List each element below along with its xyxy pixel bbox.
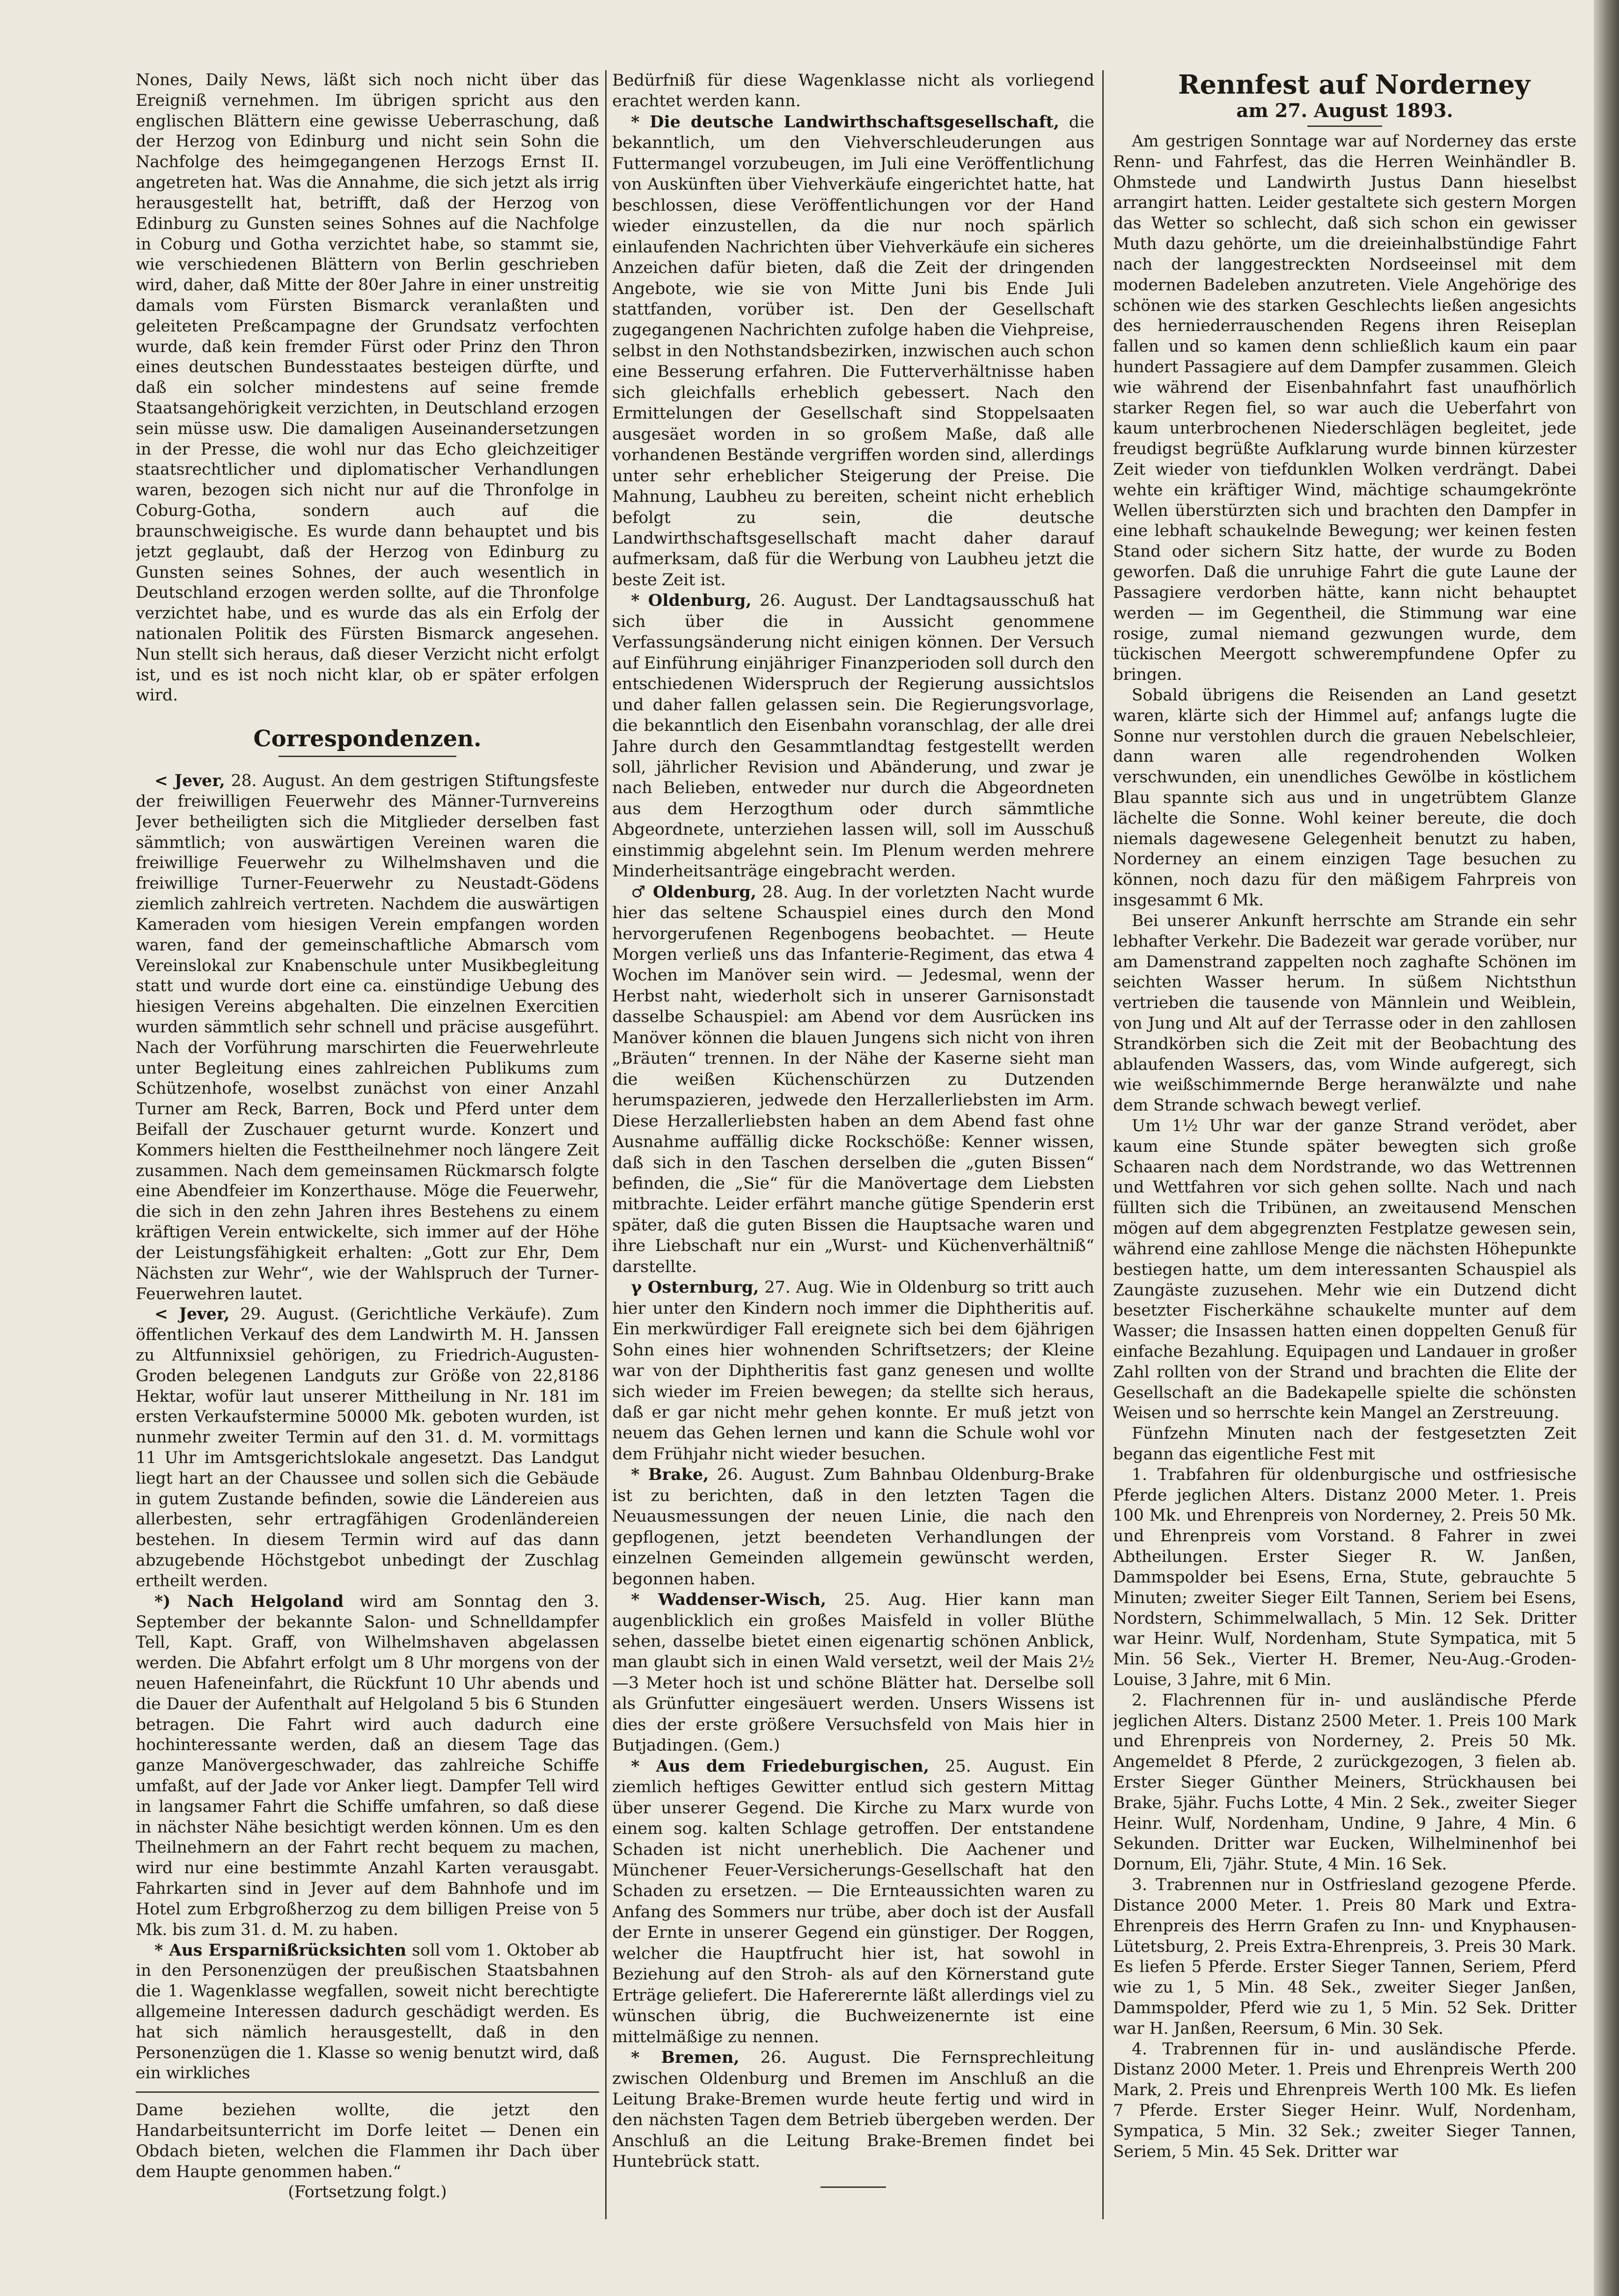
race-result: 1. Trabfahren für oldenburgische und ostfriesische Pferde jeglichen Alters. Distanz 2000 Meter. 1. Preis 100 Mk. und Ehrenpreis von Norderney, 2. Preis 50 Mk. und Ehrenpreis vom Vorstand. 8 Fahrer in zwei Abtheilungen. Erster Sieger R. W. Janßen, Dammspolder bei Esens, Erna, Stute, gebrauchte 5 Minuten; zweiter Sieger Eilt Tannen, Seriem bei Esens, Nordstern, Schimmelwallach, 5 Min. 12 Sek. Dritter war Heinr. Wulf, Nordenham, Stute Sympatica, mit 5 Min. 56 Sek., Vierter H. Bremer, Neu-Aug.-Groden-Louise, 3 Jahre, mit 6 Min. (1113, 1465, 1576, 1689)
paragraph: Um 1½ Uhr war der ganze Strand verödet, aber kaum eine Stunde später bewegten sich große Schaaren nach dem Nordstrande, wo das Wettrennen und Wettfahren vor sich gehen sollte. Nach und nach füllten sich die Tribünen, an zweitausend Menschen mögen auf dem abgegrenzten Festplatze gewesen sein, während eine zahllose Menge die nächsten Höhepunkte bestiegen hatte, um dem interessanten Schauspiel als Zaungäste zuzusehen. Mehr wie ein Dutzend dicht besetzter Fischerkähne schaukelte munter auf dem Wasser; die Insassen hatten einen doppelten Genuß für einfache Bezahlung. Equipagen und Landauer in großer Zahl rollten von der Strand und brachten die Elite der Gesellschaft an die Badekapelle spielte die schönsten Weisen und so herrschte kein Mangel an Zerstreuung. (1113, 1117, 1576, 1423)
item-dateline: * Aus Ersparnißrücksichten (154, 1941, 407, 1960)
article-continuation: Nones, Daily News, läßt sich noch nicht über das Ereigniß vernehmen. Im übrigen spricht aus den englischen Blättern eine gewisse Ueberraschung, daß der Herzog von Edinburg und nicht sein Sohn die Nachfolge des heimgegangenen Herzogs Ernst II. angetreten hat. Was die Annahme, die sich jetzt als irrig herausgestellt hat, betrifft, daß der Herzog von Edinburg zu Gunsten seines Sohnes auf die Nachfolge in Coburg und Gotha verzichtet habe, so stammt sie, wie verschiedenen Blättern von Berlin geschrieben wird, daher, daß Mitte der 80er Jahre in einer unstreitig damals vom Fürsten Bismarck veranlaßten und geleiteten Preßcampagne der Grundsatz verfochten wurde, daß kein fremder Fürst oder Prinz den Thron eines deutschen Bundesstaates besteigen dürfte, und daß ein solcher mindestens auf seine fremde Staatsangehörigkeit verzichten, in Deutschland erzogen sein müsse usw. Die damaligen Auseinandersetzungen in der Presse, die wohl nur das Echo gleichzeitiger staatsrechtlicher und diplomatischer Verhandlungen waren, bezogen sich nicht nur auf die Thronfolge in Coburg-Gotha, sondern auch auf die braunschweigische. Es wurde dann behauptet und bis jetzt geglaubt, daß der Herzog von Edinburg zu Gunsten seines Sohnes, der auch wesentlich in Deutschland erzogen werden sollte, auf die Thronfolge verzichtet habe, und es wurde das als ein Erfolg der nationalen Politik des Fürsten Bismarck angesehen. Nun stellt sich heraus, daß dieser Verzicht nicht erfolgt ist, und es ist noch nicht klar, ob er später erfolgen wird. (136, 71, 599, 705)
item-dateline: * Oldenburg, (631, 591, 752, 611)
column-1 (136, 70, 599, 2215)
item-ersparnis (136, 1941, 599, 2084)
race-result: 2. Flachrennen für in- und ausländische Pferde jeglichen Alters. Distanz 2500 Meter. 1. Preis 100 Mark und Ehrenpreis von Norderney, 2. Preis 50 Mk. Angemeldet 8 Pferde, 2 zurückgezogen, 3 fielen ab. Erster Sieger Günther Meiners, Strückhausen bei Brake, 5jähr. Fuchs Lotte, 4 Min. 2 Sek., zweiter Sieger Heinr. Wulf, Nordenham, Undine, 9 Jahre, 4 Min. 6 Sekunden. Dritter war Eucken, Wilhelminenhof bei Dornum, Eli, 7jähr. Stute, 4 Min. 16 Sek. (1113, 1691, 1576, 1874)
column-rule-1 (605, 70, 607, 2219)
item-jever-1 (136, 771, 599, 1304)
item-body: soll vom 1. Oktober ab in den Personenzügen der preußischen Staatsbahnen die 1. Wagenklasse wegfallen, soweit nicht berechtigte allgemeine Interessen dadurch geschädigt werden. Es hat sich nämlich herausgestellt, daß in den Personenzügen die 1. Klasse so wenig benutzt wird, daß ein wirkliches (136, 1941, 599, 2083)
item-body: wird am Sonntag den 3. September der bekannte Salon- und Schnelldampfer Tell, Kapt. Graff, von Wilhelmshaven abgelassen werden. Die Abfahrt erfolgt um 8 Uhr morgens von der neuen Hafeneinfahrt, die Rückfunt 10 Uhr abends und die Dauer der Aufenthalt auf Helgoland 5 bis 6 Stunden betragen. Die Fahrt wird auch dadurch eine hochinteressante werden, daß an diesem Tage das ganze Manövergeschwader, das zahlreiche Schiffe umfaßt, auf der Jade vor Anker liegt. Dampfer Tell wird in langsamer Fahrt die Schiffe umfahren, so daß diese in nächster Nähe besichtigt werden können. Um es den Theilnehmern an der Fahrt recht bequem zu machen, wird nur eine bestimmte Anzahl Karten verausgabt. Fahrkarten sind in Jever auf dem Bahnhofe und im Hotel zum Erbgroßherzog zu dem billigen Preise von 5 Mk. bis zum 31. d. M. zu haben. (136, 1592, 599, 1939)
item-oldenburg-1 (612, 590, 1094, 882)
heading-underline (278, 756, 456, 757)
item-body: 26. August. Die Fernsprechleitung zwischen Oldenburg und Bremen im Anschluß an die Leitung Brake-Bremen wurde heute fertig und wird in den nächsten Tagen dem Betrieb übergeben werden. Der Anschluß an die Leitung Brake-Bremen findet bei Huntebrück statt. (612, 2048, 1094, 2171)
item-osternburg (612, 1277, 1094, 1464)
article-subtitle-text: am 27. August 1893. (1236, 100, 1453, 122)
item-dateline: *) Nach Helgoland (154, 1592, 344, 1611)
paragraph: Am gestrigen Sonntage war auf Norderney das erste Renn- und Fahrfest, das die Herren Weinhändler B. Ohmstede und Landwirth Justus Dann hieselbst arrangirt hatten. Leider gestaltete sich gestern Morgen das Wetter so schlecht, daß sich schon ein gewisser Muth dazu gehörte, um die dreieinhalbstündige Fahrt nach der langgestreckten Nordseeinsel mit dem modernen Badeleben anzutreten. Viele Angehörige des schönen wie des starken Geschlechts ließen angesichts des herniederrauschenden Regens ihren Reiseplan fallen und so kamen denn schließlich kaum ein paar hundert Passagiere auf dem Dampfer zusammen. Gleich wie während der Eisenbahnfahrt fast unaufhörlich starker Regen fiel, so war auch die Ueberfahrt von kaum unterbrochenen Niederschlägen begleitet, jede freudigst begrüßte Aufklarung wurde binnen kürzester Zeit wieder von tiefdunklen Wolken verdrängt. Dabei wehte ein kräftiger Wind, mächtige schaumgekrönte Wellen überstürzten sich und brachten den Dampfer in eine lebhaft schaukelnde Bewegung; wer keinen festen Stand oder sichern Sitz hatte, der wurde zu Boden geworfen. Daß die unruhige Fahrt die gute Laune der Passagiere verdorben hätte, kann nicht behauptet werden — im Gegentheil, die Stimmung war eine rosige, zumal niemand gezwungen wurde, dem tückischen Meergott schwerempfundene Opfer zu bringen. (1113, 132, 1576, 684)
item-body: 25. August. Ein ziemlich heftiges Gewitter entlud sich gestern Mittag über unserer Gegend. Die Kirche zu Marx wurde von einem sog. kalten Schlage getroffen. Der entstandene Schaden ist nicht unerheblich. Die Aachener und Münchener Feuer-Versicherungs-Gesellschaft hat den Schaden zu ersetzen. — Die Ernteaussichten waren zu Anfang des Sommers nur trübe, aber doch ist der Ausfall der Ernte in unserer Gegend ein günstiger. Der Roggen, welcher die Hauptfrucht hier ist, hat sowohl in Beziehung auf den Stroh- als auf den Körnerstand gute Erträge geliefert. Die Hafererernte läßt allerdings viel zu wünschen übrig, die Buchweizenernte ist eine mittelmäßige zu nennen. (612, 1757, 1094, 2046)
item-body: 25. Aug. Hier kann man augenblicklich ein großes Maisfeld in voller Blüthe sehen, dasselbe bietet einen eigenartig schönen Anblick, man glaubt sich in einen Wald versetzt, weil der Mais 2½—3 Meter hoch ist und schöne Blätter hat. Derselbe soll als Grünfutter eingesäuert werden. Unsers Wissens ist dies der erste größere Versuchsfeld von Mais hier in Butjadingen. (Gem.) (612, 1590, 1094, 1755)
item-dateline: * Brake, (631, 1465, 709, 1485)
item-body: 26. August. Zum Bahnbau Oldenburg-Brake ist zu berichten, daß in den letzten Tagen die Neuausmessungen der neuen Linie, die nach den gepflogenen, jetzt beendeten Verhandlungen der einzelnen Gemeinden allgemein gewünscht werden, begonnen haben. (612, 1465, 1094, 1589)
item-body: 29. August. (Gerichtliche Verkäufe). Zum öffentlichen Verkauf des dem Landwirth M. H. Janssen zu Altfunnixsiel gehörigen, zu Friedrich-Augusten-Groden belegenen Landguts zur Größe von 22,8186 Hektar, wofür laut unserer Mittheilung in Nr. 181 im ersten Verkaufstermine 50000 Mk. geboten wurden, ist nunmehr zweiter Termin auf den 31. d. M. vormittags 11 Uhr im Amtsgerichtslokale angesetzt. Das Landgut liegt hart an der Chaussee und sollen sich die Gebäude in gutem Zustande befinden, sowie die Ländereien aus allerbesten, sehr ertragfähigen Grodenländereien bestehen. In diesem Termin wird auf das dann abzugebende Höchstgebot unbedingt der Zuschlag ertheilt werden. (136, 1305, 599, 1590)
page-edge-shadow (1594, 0, 1619, 2296)
article-continuation: Bedürfniß für diese Wagenklasse nicht als vorliegend erachtet werden kann. (612, 71, 1094, 111)
item-jever-2 (136, 1304, 599, 1591)
item-body: 28. August. An dem gestrigen Stiftungsfeste der freiwilligen Feuerwehr des Männer-Turnvereins Jever betheiligten sich die Mitglieder derselben fast sämmtlich; von auswärtigen Vereinen waren die freiwillige Feuerwehr zu Wilhelmshaven und die freiwillige Turner-Feuerwehr zu Neustadt-Gödens ziemlich zahlreich vertreten. Nachdem die auswärtigen Kameraden vom hiesigen Verein empfangen worden waren, fand der gemeinschaftliche Abmarsch vom Vereinslokal zur Knabenschule unter Musikbegleitung statt und wurde dort eine ca. einstündige Uebung des hiesigen Vereins abgehalten. Die einzelnen Exercitien wurden sämmtlich sehr schnell und präcise ausgeführt. Nach der Vorführung marschirten die Feuerwehrleute unter Begleitung eines zahlreichen Publikums zum Schützenhofe, woselbst zunächst von einer Anzahl Turner am Reck, Barren, Bock und Pferd unter dem Beifall der Zuschauer geturnt wurde. Konzert und Kommers hielten die Festtheilnehmer noch längere Zeit zusammen. Nach dem gemeinsamen Rückmarsch folgte eine Abendfeier im Konzerthause. Möge die Feuerwehr, die sich in den zehn Jahren ihres Bestehens zu einem kräftigen Verein entwickelte, sich immer auf der Höhe der Leistungsfähigkeit erhalten: „Gott zur Ehr, Dem Nächsten zur Wehr“, wie der Wahlspruch der Turner-Feuerwehren lautet. (136, 772, 599, 1303)
item-oldenburg-2 (612, 882, 1094, 1278)
continuation-note: (Fortsetzung folgt.) (288, 2183, 447, 2202)
item-dateline: < Jever, (154, 772, 225, 791)
paragraph: Fünfzehn Minuten nach der festgesetzten Zeit begann das eigentliche Fest mit (1113, 1424, 1576, 1464)
article-subtitle (1113, 99, 1576, 127)
item-bremen (612, 2047, 1094, 2172)
item-body: 27. Aug. Wie in Oldenburg so tritt auch hier unter den Kindern noch immer die Diphtheritis auf. Ein merkwürdiger Fall ereignete sich bei dem 6jährigen Sohn eines hier wohnenden Schriftsetzers; der Kleine war von der Diphtheritis fast ganz genesen und wollte sich wieder im Freien bewegen; da stellte sich heraus, daß er gar nicht mehr gehen konnte. Er muß jetzt von neuem das Gehen lernen und kann die Schule wohl vor dem Frühjahr nicht wieder besuchen. (612, 1278, 1094, 1464)
item-landwirtschaft (612, 112, 1094, 590)
paragraph: Sobald übrigens die Reisenden an Land gesetzt waren, klärte sich der Himmel auf; anfangs lugte die Sonne nur verstohlen durch die grauen Nebelschleier, dann waren alle regendrohenden Wolken verschwunden, ein unendliches Gewölbe in köstlichem Blau spannte sich aus und in ungetrübtem Glanze lächelte die Sonne. Wohl keiner bereute, die doch niemals dagewesene Gelegenheit benutzt zu haben, Norderney an einem einzigen Tage besuchen zu können, noch dazu für den mäßigem Fahrpreis von insgesammt 6 Mk. (1113, 685, 1576, 910)
item-body: die bekanntlich, um den Viehverschleuderungen aus Futtermangel vorzubeugen, im Juli eine Veröffentlichung von Auskünften über Viehverkäufe eingerichtet hatte, hat beschlossen, diese Veröffentlichungen vor der Hand wieder einzustellen, da die nur noch spärlich einlaufenden Nachrichten über Viehverkäufe ein sicheres Anzeichen dafür bieten, daß die Zeit der dringenden Angebote, wie sie von Mitte Juni bis Ende Juli stattfanden, vorüber ist. Den der Gesellschaft zugegangenen Nachrichten zufolge haben die Viehpreise, selbst in den Nothstandsbezirken, inzwischen auch schon eine Besserung erfahren. Die Futterverhältnisse haben sich gleichfalls erheblich gebessert. Nach den Ermittelungen der Gesellschaft sind Stoppelsaaten ausgesäet worden in so großem Maße, daß alle vorhandenen Bestände vergriffen worden sind, allerdings unter sehr erheblicher Steigerung der Preise. Die Mahnung, Laubheu zu bereiten, scheint nicht erheblich befolgt zu sein, die deutsche Landwirthschaftsgesellschaft macht daher darauf aufmerksam, daß für die Werbung von Laubheu jetzt die beste Zeit ist. (612, 112, 1094, 589)
item-dateline: ♂ Oldenburg, (631, 882, 756, 902)
item-dateline: * Aus dem Friedeburgischen, (631, 1756, 930, 1776)
item-body: 28. Aug. In der vorletzten Nacht wurde hier das seltene Schauspiel eines durch den Mond hervorgerufenen Regenbogens beobachtet. — Heute Morgen verließ uns das Infanterie-Regiment, das etwa 4 Wochen im Manöver sein wird. — Jedesmal, wenn der Herbst naht, wiederholt sich in unserer Garnisonstadt dasselbe Schauspiel: am Abend vor dem Ausrücken ins Manöver können die blauen Jungens sich nicht von ihren „Bräuten“ trennen. In der Nähe der Kaserne sieht man die weißen Küchenschürzen zu Dutzenden herumspazieren, jedwede den Herzallerliebsten im Arm. Diese Herzallerliebsten haben an dem Abend fast ohne Ausnahme auffällig dicke Rockschöße: Kenner wissen, daß sich in den Taschen derselben die „guten Bissen“ befinden, die „Sie“ für die Manövertage dem Liebsten mitbrachte. Leider erfährt manche gütige Spenderin erst später, daß die guten Bissen die Hauptsache waren und ihre Liebschaft nur ein „Wurst- und Küchenverhältniß“ darstellte. (612, 883, 1094, 1276)
column-3 (1113, 70, 1576, 2215)
item-dateline: * Waddenser-Wisch, (631, 1590, 827, 1610)
item-dateline: * Bremen, (631, 2048, 740, 2068)
feuilleton-text: Dame beziehen wollte, die jetzt den Handarbeitsunterricht im Dorfe leitet — Denen ein Obdach bieten, welchen die Flammen ihr Dach über dem Haupte genommen haben.“ (136, 2101, 599, 2181)
article-title: Rennfest auf Norderney (1178, 70, 1530, 100)
column-end-rule (820, 2186, 886, 2188)
item-dateline: γ Osternburg, (631, 1278, 759, 1297)
item-dateline: * Die deutsche Landwirthschaftsgesellschaft, (631, 112, 1060, 132)
section-heading (136, 725, 599, 757)
column-rule-2 (1102, 70, 1104, 2219)
item-friedeburg (612, 1756, 1094, 2047)
item-dateline: < Jever, (154, 1305, 230, 1324)
item-brake (612, 1464, 1094, 1590)
subtitle-underline (1307, 125, 1382, 127)
race-result: 4. Trabrennen für in- und ausländische Pferde. Distanz 2000 Meter. 1. Preis und Ehrenpreis Werth 200 Mark, 2. Preis und Ehrenpreis Werth 100 Mk. Es liefen 7 Pferde. Erster Sieger Heinr. Wulf, Nordenham, Sympatica, 5 Min. 32 Sek.; zweiter Sieger Tannen, Seriem, 5 Min. 45 Sek. Dritter war (1113, 2039, 1576, 2161)
race-result: 3. Trabrennen nur in Ostfriesland gezogene Pferde. Distance 2000 Meter. 1. Preis 80 Mark und Extra-Ehrenpreis des Herrn Grafen zu Inn- und Knyphausen-Lütetsburg, 2. Preis Extra-Ehrenpreis, 3. Preis 30 Mark. Es liefen 5 Pferde. Erster Sieger Tannen, Seriem, Pferd wie zu 1, 5 Min. 48 Sek., zweiter Sieger Janßen, Dammspolder, Pferd wie zu 1, 5 Min. 52 Sek. Dritter war H. Janßen, Reersum, 6 Min. 30 Sek. (1113, 1876, 1576, 2038)
item-body: 26. August. Der Landtagsausschuß hat sich über die in Aussicht genommene Verfassungsänderung nicht einigen können. Der Versuch auf Einführung einjähriger Finanzperioden soll durch den entschiedenen Widerspruch der Regierung aussichtslos und daher fallen gelassen sein. Die Regierungsvorlage, die bekanntlich den Eisenbahn voranschlag, der alle drei Jahre durch den Gesammtlandtag festgestellt werden soll, jährlicher Revision und Abänderung, und zwar je nach Belieben, entweder nur durch die Abgeordneten aus dem Herzogthum oder durch sämmtliche Abgeordnete, unterziehen lassen will, soll im Ausschuß einstimmig abgelehnt sein. Im Plenum werden mehrere Minderheitsanträge eingebracht werden. (612, 591, 1094, 881)
section-heading-text: Correspondenzen. (253, 726, 482, 752)
paragraph: Bei unserer Ankunft herrschte am Strande ein sehr lebhafter Verkehr. Die Badezeit war gerade vorüber, nur am Damenstrand zappelten noch zaghafte Schönen im seichten Wasser herum. In süßem Nichtsthun vertrieben die tausende von Männlein und Weiblein, von Jung und Alt auf der Terrasse oder in den zahllosen Strandkörben sich die Zeit mit der Beobachtung des ablaufenden Wassers, das, vom Winde aufgeregt, sich wie weißschimmernde Berge heranwälzte und nahe dem Strande schwach bewegt verlief. (1113, 911, 1576, 1115)
item-helgoland (136, 1592, 599, 1941)
column-2 (612, 70, 1094, 2215)
item-waddenser-wisch (612, 1590, 1094, 1756)
feuilleton-separator (136, 2091, 599, 2093)
